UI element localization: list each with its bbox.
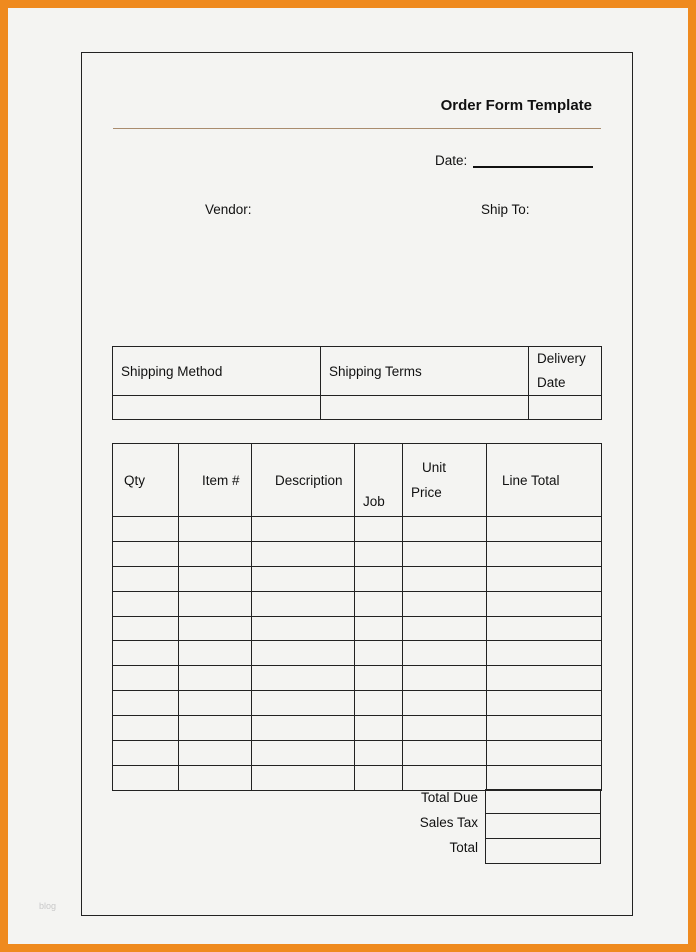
line-total-cell[interactable] bbox=[487, 566, 602, 591]
line-total-cell[interactable] bbox=[487, 741, 602, 766]
total-row bbox=[312, 839, 601, 864]
job-cell[interactable] bbox=[355, 517, 403, 542]
qty-cell[interactable] bbox=[113, 765, 179, 790]
total-label: Total bbox=[449, 840, 478, 855]
qty-cell[interactable] bbox=[113, 641, 179, 666]
description-cell[interactable] bbox=[252, 541, 355, 566]
description-cell[interactable] bbox=[252, 691, 355, 716]
unit-price-cell[interactable] bbox=[403, 541, 487, 566]
delivery-date-header-line2: Date bbox=[537, 375, 566, 390]
unit-price-cell[interactable] bbox=[403, 566, 487, 591]
item-number-cell[interactable] bbox=[179, 591, 252, 616]
shipping-terms-cell[interactable] bbox=[321, 396, 529, 420]
shipping-method-header: Shipping Method bbox=[113, 347, 321, 396]
qty-header: Qty bbox=[113, 444, 179, 517]
order-form-sheet bbox=[81, 52, 633, 916]
item-number-cell[interactable] bbox=[179, 517, 252, 542]
job-cell[interactable] bbox=[355, 591, 403, 616]
vendor-label: Vendor: bbox=[205, 202, 252, 217]
job-cell[interactable] bbox=[355, 616, 403, 641]
item-row bbox=[113, 541, 602, 566]
item-number-cell[interactable] bbox=[179, 641, 252, 666]
delivery-date-header-line1: Delivery bbox=[537, 351, 586, 366]
item-number-header: Item # bbox=[179, 444, 252, 517]
title-divider bbox=[113, 128, 601, 129]
job-cell[interactable] bbox=[355, 741, 403, 766]
qty-cell[interactable] bbox=[113, 566, 179, 591]
unit-price-cell[interactable] bbox=[403, 691, 487, 716]
qty-cell[interactable] bbox=[113, 741, 179, 766]
line-total-cell[interactable] bbox=[487, 591, 602, 616]
description-cell[interactable] bbox=[252, 566, 355, 591]
watermark-text: blog bbox=[39, 901, 57, 911]
qty-cell[interactable] bbox=[113, 517, 179, 542]
date-field-line[interactable] bbox=[473, 166, 593, 168]
description-cell[interactable] bbox=[252, 517, 355, 542]
description-header: Description bbox=[252, 444, 355, 517]
item-row bbox=[113, 616, 602, 641]
qty-cell[interactable] bbox=[113, 691, 179, 716]
description-cell[interactable] bbox=[252, 741, 355, 766]
shipping-entry-row bbox=[113, 396, 602, 420]
job-cell[interactable] bbox=[355, 716, 403, 741]
qty-cell[interactable] bbox=[113, 541, 179, 566]
item-number-cell[interactable] bbox=[179, 691, 252, 716]
unit-price-cell[interactable] bbox=[403, 641, 487, 666]
item-row bbox=[113, 741, 602, 766]
sales-tax-row bbox=[312, 814, 601, 839]
unit-price-cell[interactable] bbox=[403, 616, 487, 641]
item-row bbox=[113, 691, 602, 716]
item-number-cell[interactable] bbox=[179, 541, 252, 566]
job-cell[interactable] bbox=[355, 765, 403, 790]
total-due-row bbox=[312, 789, 601, 814]
unit-price-header-line1: Unit bbox=[422, 460, 447, 475]
sales-tax-cell[interactable] bbox=[485, 814, 601, 839]
sales-tax-label: Sales Tax bbox=[419, 815, 478, 830]
item-row bbox=[113, 641, 602, 666]
item-number-cell[interactable] bbox=[179, 616, 252, 641]
unit-price-cell[interactable] bbox=[403, 741, 487, 766]
line-total-cell[interactable] bbox=[487, 641, 602, 666]
shipping-header-row bbox=[113, 347, 602, 396]
unit-price-cell[interactable] bbox=[403, 716, 487, 741]
job-cell[interactable] bbox=[355, 641, 403, 666]
totals-block bbox=[312, 789, 601, 864]
item-row bbox=[113, 566, 602, 591]
line-total-header: Line Total bbox=[487, 444, 602, 517]
ship-to-label: Ship To: bbox=[481, 202, 530, 217]
item-number-cell[interactable] bbox=[179, 716, 252, 741]
item-row bbox=[113, 716, 602, 741]
item-number-cell[interactable] bbox=[179, 765, 252, 790]
items-header-row bbox=[113, 444, 602, 517]
item-row bbox=[113, 666, 602, 691]
description-cell[interactable] bbox=[252, 765, 355, 790]
shipping-terms-header: Shipping Terms bbox=[321, 347, 529, 396]
description-cell[interactable] bbox=[252, 666, 355, 691]
form-title: Order Form Template bbox=[440, 97, 592, 114]
line-total-cell[interactable] bbox=[487, 666, 602, 691]
qty-cell[interactable] bbox=[113, 666, 179, 691]
unit-price-cell[interactable] bbox=[403, 765, 487, 790]
unit-price-cell[interactable] bbox=[403, 666, 487, 691]
line-total-cell[interactable] bbox=[487, 691, 602, 716]
item-number-cell[interactable] bbox=[179, 666, 252, 691]
delivery-date-cell[interactable] bbox=[529, 396, 602, 420]
item-row bbox=[113, 591, 602, 616]
unit-price-header-line2: Price bbox=[411, 485, 442, 500]
item-number-cell[interactable] bbox=[179, 566, 252, 591]
qty-cell[interactable] bbox=[113, 716, 179, 741]
line-total-cell[interactable] bbox=[487, 716, 602, 741]
line-total-cell[interactable] bbox=[487, 517, 602, 542]
qty-cell[interactable] bbox=[113, 616, 179, 641]
date-label: Date: bbox=[435, 153, 468, 168]
line-total-cell[interactable] bbox=[487, 765, 602, 790]
delivery-date-header bbox=[529, 347, 602, 396]
description-cell[interactable] bbox=[252, 591, 355, 616]
shipping-table bbox=[112, 346, 602, 420]
job-cell[interactable] bbox=[355, 666, 403, 691]
description-cell[interactable] bbox=[252, 716, 355, 741]
unit-price-cell[interactable] bbox=[403, 517, 487, 542]
job-cell[interactable] bbox=[355, 566, 403, 591]
items-table bbox=[112, 443, 602, 791]
item-number-cell[interactable] bbox=[179, 741, 252, 766]
line-total-cell[interactable] bbox=[487, 616, 602, 641]
unit-price-header bbox=[403, 444, 487, 517]
total-cell[interactable] bbox=[485, 839, 601, 864]
line-total-cell[interactable] bbox=[487, 541, 602, 566]
total-due-cell[interactable] bbox=[485, 789, 601, 814]
job-header: Job bbox=[355, 444, 403, 517]
unit-price-cell[interactable] bbox=[403, 591, 487, 616]
shipping-method-cell[interactable] bbox=[113, 396, 321, 420]
qty-cell[interactable] bbox=[113, 591, 179, 616]
description-cell[interactable] bbox=[252, 641, 355, 666]
job-cell[interactable] bbox=[355, 691, 403, 716]
item-row bbox=[113, 765, 602, 790]
job-cell[interactable] bbox=[355, 541, 403, 566]
page-canvas bbox=[8, 8, 688, 944]
total-due-label: Total Due bbox=[420, 790, 478, 805]
description-cell[interactable] bbox=[252, 616, 355, 641]
item-row bbox=[113, 517, 602, 542]
